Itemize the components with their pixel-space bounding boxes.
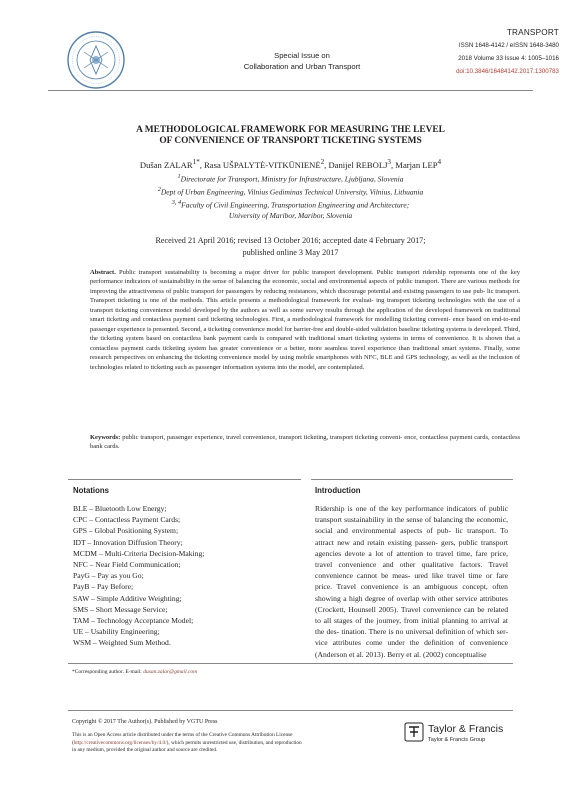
intro-line: 2005). Travel convenience can be related to all stages of [315, 604, 508, 626]
author-name: Dušan ZALAR [139, 159, 193, 170]
notations-heading: Notations [73, 486, 109, 495]
author-name: Rasa UŠPALYTĖ-VITKŪNIENĖ [204, 159, 321, 170]
intro-line: ured like travel time or fare price. Travel convenience is [315, 571, 508, 592]
author-affiliation-mark: 2 [320, 158, 325, 166]
intro-line: (Anderson et al. 2013). Berry et al. (2002) conceptualise [315, 649, 487, 659]
intro-line: overlap with other service attributes (Crockett, Hounsell [315, 593, 508, 614]
author-name: Marjan LEP [395, 159, 438, 170]
special-issue-label: Special Issue on [274, 51, 330, 60]
affiliation-line: University of Maribor, Maribor, Slovenia [228, 211, 353, 221]
abstract [90, 268, 520, 372]
notation-item: PayB – Pay Before; [73, 582, 134, 592]
keywords-line: public transport, passenger experience, travel convenience, transport ticketing, transport ticketing conveni- [122, 434, 403, 441]
publisher-group: Taylor & Francis Group [428, 737, 486, 743]
affiliation-line: $^{3, 4}$Faculty of Civil Engineering, Transportation Engineering and Architecture; [171, 199, 410, 210]
special-issue-title: Collaboration and Urban Transport [243, 62, 361, 71]
author-affiliation-mark: 4 [437, 158, 442, 166]
header-divider [48, 90, 533, 91]
notation-item: NFC – Near Field Communication; [73, 560, 181, 570]
notation-item: UE – Usability Engineering; [73, 627, 160, 637]
abstract-line: ence based on end-to-end passenger experience is presented. Second, a ticketing convenience model for barrier-free [90, 316, 521, 333]
affiliations [40, 172, 541, 222]
abstract-line: contactless payment card ticketing technologies. First, a methodological framework for modelling ticketing conveni- [142, 316, 451, 324]
article-dates [60, 235, 521, 258]
intro-line: gers, public transport agencies devote a lot of attention [315, 537, 508, 558]
abstract-line: contactless payment cards ticketing system has greater convenience or a better, more seamless travel experience than [90, 344, 410, 352]
abstract-line: such as passenger information systems into the model, are contemplated. [174, 363, 365, 371]
abstract-line: public transport for passengers by reducing resistances, which discourage potential and existing passengers to use pub- [173, 287, 486, 295]
abstract-label: Abstract. [90, 269, 116, 276]
notation-item: IDT – Innovation Diffusion Theory; [73, 537, 183, 547]
introduction-heading: Introduction [315, 486, 361, 495]
notation-item: BLE – Bluetooth Low Energy; [73, 504, 167, 513]
copyright-divider [68, 710, 513, 711]
intro-line: the journey, from initial planning to arrival at the des- [315, 616, 509, 637]
journal-info [456, 26, 559, 78]
notation-item: PayG – Pay as you Go; [73, 571, 144, 581]
intro-line: to travel time, fare price, travel convenience and other [315, 548, 508, 570]
journal-seal-logo [66, 30, 126, 90]
volume-issue: 2018 Volume 33 Issue 4: 1005–1016 [458, 55, 559, 62]
license-line: in any medium, provided the original author and source are credited. [72, 747, 218, 754]
abstract-line: traditional smart systems. Finally, some research perspectives on enhancing the ticketing convenience model by using [90, 344, 520, 362]
license-line: (http://creativecommons.org/licenses/by/4.0/), which permits unrestricted use, distribution, and reproduction [72, 739, 302, 746]
journal-name: TRANSPORT [506, 28, 559, 37]
author-affiliation-mark: 3 [387, 158, 391, 166]
author-affiliation-mark: 1* [192, 158, 200, 166]
notation-item: SAW – Simple Additive Weighting; [73, 593, 182, 603]
intro-line: public transport sustainability in the sense of balancing [315, 504, 508, 525]
notations-divider [68, 479, 301, 480]
corresponding-author-footnote [72, 669, 197, 677]
license-notice [72, 732, 402, 755]
abstract-line: ing transport ticketing technologies with the use of a transport ticketing convenience model developed by the authors [90, 297, 521, 314]
abstract-line: and double-sided validation baseline ticketing systems is developed. Third, the ticketing system based on contactless [90, 325, 521, 343]
affiliation-line: $^1$Directorate for Transport, Ministry for Infrastructure, Ljubljana, Slovenia [177, 173, 404, 184]
abstract-line: Public transport sustainability is becoming a major driver for public transport development. Public transport [118, 269, 420, 276]
doi-link[interactable]: doi:10.3846/16484142.2017.1300783 [456, 68, 559, 75]
author-list: Dušan $ZALAR^{1*}$, Rasa UŠPALYTĖ-VITKŪNIENĖ$^2$, Danijel REBOLJ$^3$, Marjan LEP$^4$ [139, 158, 442, 170]
keywords [90, 433, 520, 452]
notation-item: GPS – Global Positioning System; [73, 526, 179, 536]
intro-line: vice attributes come under the definition of convenience [315, 638, 508, 648]
intro-line: Ridership is one of the key performance indicators of [315, 504, 486, 513]
issn: ISSN 1648-4142 / eISSN 1648-3480 [458, 42, 559, 49]
keywords-label: Keywords: [90, 434, 121, 441]
intro-line: qualitative factors. Travel convenience cannot be meas- [315, 560, 508, 581]
title-line-1: A METHODOLOGICAL FRAMEWORK FOR MEASURING THE LEVEL [136, 125, 445, 135]
license-line: This is an Open Access article distributed under the terms of the Creative Commons Attribution License [72, 732, 293, 738]
abstract-line: bank payment cards is compared with traditional smart ticketing systems in terms of convenience. It is shown that a [203, 335, 521, 343]
notation-item: MCDM – Multi-Criteria Decision-Making; [73, 548, 205, 558]
author-email-link[interactable]: dusan.zalar@gmail.com [143, 669, 198, 675]
special-issue-note [232, 50, 372, 72]
notation-item: SMS – Short Message Service; [73, 604, 168, 614]
dates-line-2: published online 3 May 2017 [242, 247, 339, 257]
abstract-line: lic transport. Transport ticketing is one of the methods. This article presents a methodological framework for evaluat- [90, 287, 521, 305]
introduction-divider [311, 479, 513, 480]
introduction-text [315, 503, 508, 660]
publisher-name: Taylor & Francis [428, 723, 504, 735]
copyright-notice: Copyright © 2017 The Author(s). Published by VGTU Press [72, 719, 218, 725]
article-title [60, 125, 521, 147]
author-name: Danijel REBOLJ [328, 159, 388, 170]
abstract-line: ridership represents one of the key performance indicators of sustainability in the sense of balancing the economic, [90, 269, 520, 286]
taylor-francis-logo-icon [404, 722, 424, 742]
notations-list [73, 503, 204, 649]
intro-line: the economic, social and environmental aspects of pub- [315, 515, 509, 536]
notation-item: WSM – Weighted Sum Method. [73, 638, 171, 648]
notation-item: CPC – Contactless Payment Cards; [73, 515, 181, 525]
intro-line: lic transport. To attract new and retain existing passen- [315, 526, 509, 547]
abstract-line: mobile smartphones with NFC, BLE and GPS technology, as well as the inclusion of technologies related to ticketing [90, 354, 520, 371]
title-line-2: OF CONVENIENCE OF TRANSPORT TICKETING SYSTEMS [159, 136, 422, 146]
affiliation-line: $^2$Dept of Urban Engineering, Vilnius Gediminas Technical University, Vilnius, Lithuania [157, 186, 424, 197]
dates-line-1: Received 21 April 2016; revised 13 October 2016; accepted date 4 February 2017; [155, 236, 426, 245]
notation-item: TAM – Technology Acceptance Model; [73, 616, 194, 626]
abstract-line: social and environmental aspects of public transport. There are various methods for improving the attractiveness of [90, 278, 521, 295]
footnote-label: *Corresponding author. E-mail: [72, 669, 142, 675]
abstract-line: as well as some survey results through the application of the developed framework on traditional smart ticketing and [90, 306, 521, 324]
intro-line: an ambiguous concept, often showing a high degree of [315, 582, 508, 603]
footnote-divider [68, 663, 513, 664]
intro-line: tination. There is no universal definition of which ser- [341, 627, 508, 637]
keywords-line: ence, contactless payment cards, contactless bank cards. [90, 434, 521, 451]
license-url-link[interactable]: http://creativecommons.org/licenses/by/4.0/ [73, 739, 167, 746]
